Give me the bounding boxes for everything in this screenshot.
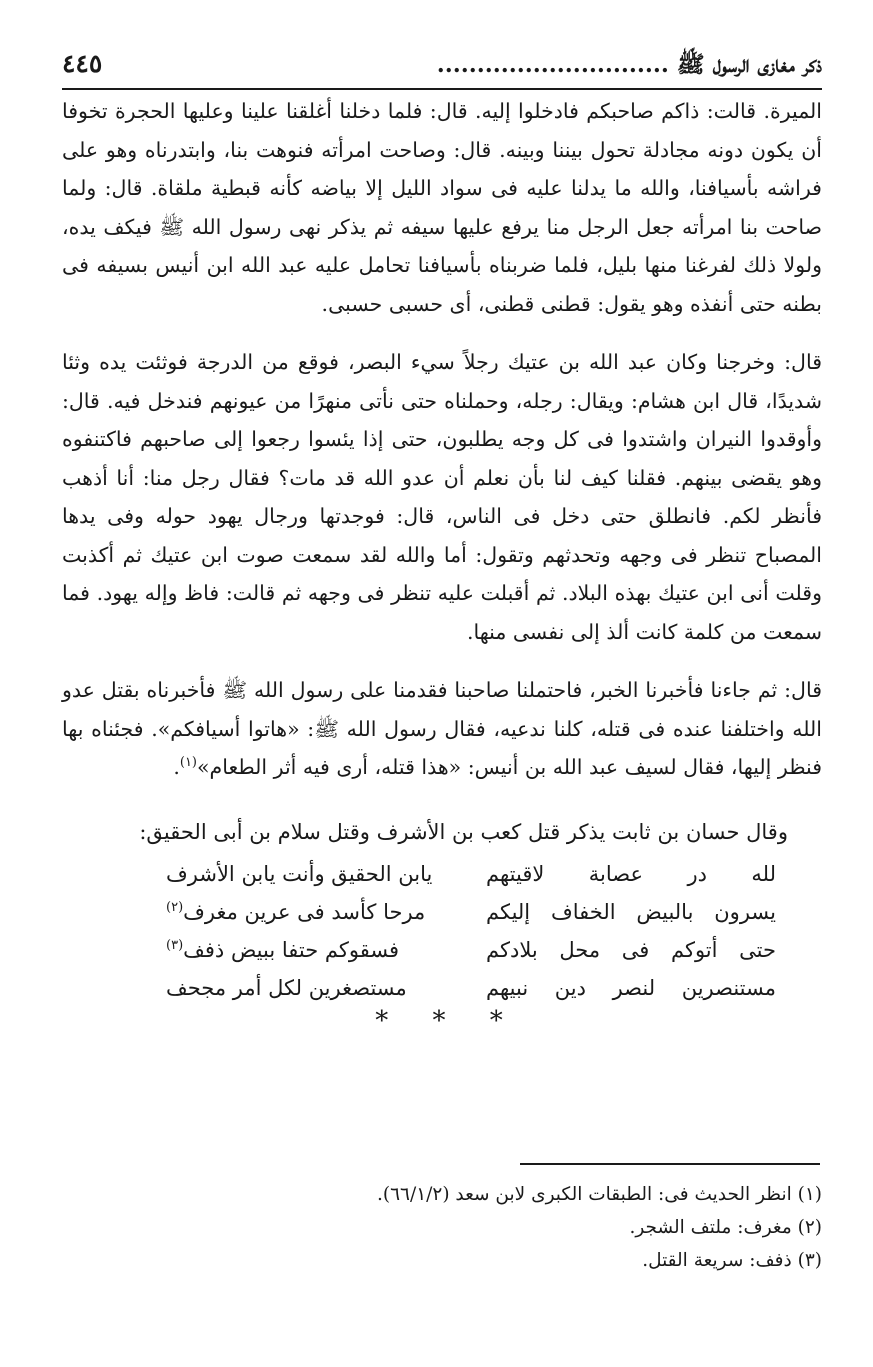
- verse-3-first-hemistich: حتى أتوكم فى محل بلادكم: [486, 937, 776, 962]
- verse-4: [166, 969, 776, 1007]
- verse-3: [166, 931, 776, 969]
- footnote-ref-3: (٣): [166, 937, 184, 953]
- verse-3-second-hemistich: فسقوكم حتفا ببيض ذفف$^{(٣)}$: [166, 937, 400, 962]
- verse-4-second-hemistich: مستصغرين لكل أمر مجحف: [166, 975, 407, 1000]
- poem: [166, 855, 776, 1007]
- footnote-divider: [520, 1163, 820, 1165]
- section-separator: * * *: [375, 1005, 521, 1036]
- paragraph-2: قال: وخرجنا وكان عبد الله بن عتيك رجلاً سيء البصر، فوقع من الدرجة فوثئت يده وثئا شديدًا، قال ابن هشام: ويقال: رجله، وحملناه حتى نأتى منهرًا من عيونهم فندخل فيه. قال: وأوقدوا النيران واشتدوا فى كل وجه يطلبون، حتى إذا يئسوا رجعوا إلى صاحبهم فاكتنفوه وهو يقضى بينهم. فقلنا كيف لنا بأن نعلم أن عدو الله قد مات؟ فقال رجل منا: أنا أذهب فأنظر لكم. فانطلق حتى دخل فى الناس، قال: فوجدتها ورجال يهود حوله وفى يدها المصباح تنظر فى وجهه وتحدثهم وتقول: أما والله لقد سمعت صوت ابن عتيك ثم أكذبت وقلت أنى ابن عتيك بهذه البلاد. ثم أقبلت عليه تنظر فى وجهه ثم قالت: فاظ وإله يهود. فما سمعت من كلمة كانت ألذ إلى نفسى منها.: [62, 350, 822, 644]
- verse-1-first-hemistich: لله در عصابة لاقيتهم: [486, 861, 776, 886]
- footnote-ref-1: (١): [179, 755, 197, 771]
- paragraph-3-end: .: [173, 755, 180, 779]
- footnote-ref-2: (٢): [166, 899, 184, 915]
- verse-1-second-hemistich: يابن الحقيق وأنت يابن الأشرف: [166, 861, 433, 886]
- verse-4-first-hemistich: مستنصرين لنصر دين نبيهم: [486, 975, 776, 1000]
- verse-2-second-hemistich: مرحا كأسد فى عرين مغرف$^{(٢)}$: [166, 899, 426, 924]
- footnote-1: (١) انظر الحديث فى: الطبقات الكبرى لابن سعد (٦٦/١/٢).: [376, 1184, 822, 1205]
- paragraph-1: الميرة. قالت: ذاكم صاحبكم فادخلوا إليه. قال: فلما دخلنا أغلقنا علينا وعليها الحجرة تخوفا أن يكون دونه مجادلة تحول بيننا وبينه. قال: وصاحت امرأته فنوهت بنا، وابتدرناه وهو على فراشه بأسيافنا، والله ما يدلنا عليه فى سواد الليل إلا بياضه كأنه قبطية ملقاة. قال: ولما صاحت بنا امرأته جعل الرجل منا يرفع عليها سيفه ثم يذكر نهى رسول الله ﷺ فيكف يده، ولولا ذلك لفرغنا منها بليل، فلما ضربناه بأسيافنا تحامل عليه عبد الله ابن أنيس بسيفه فى بطنه حتى أنفذه وهو يقول: قطنى قطنى، أى حسبى حسبى.: [62, 99, 822, 316]
- paragraph-3-text: قال: ثم جاءنا فأخبرنا الخبر، فاحتملنا صاحبنا فقدمنا على رسول الله ﷺ فأخبرناه بقتل عدو الله واختلفنا عنده فى قتله، كلنا ندعيه، فقال رسول الله ﷺ: «هاتوا أسيافكم». فجئناه بها فنظر إليها، فقال لسيف عبد الله بن أنيس: «هذا قتله، أرى فيه أثر الطعام»: [62, 678, 822, 779]
- page-number: ٤٤٥: [62, 49, 103, 78]
- book-page: [62, 44, 822, 1035]
- paragraph-3: [62, 671, 822, 787]
- running-header: [62, 44, 822, 90]
- verse-1: [166, 855, 776, 893]
- chapter-title: ذكر مغازى الرسول ﷺ .............................: [436, 51, 822, 78]
- footnotes: [62, 1178, 822, 1277]
- footnote-3: (٣) ذفف: سريعة القتل.: [642, 1250, 822, 1271]
- poem-intro: وقال حسان بن ثابت يذكر قتل كعب بن الأشرف وقتل سلام بن أبى الحقيق:: [139, 819, 788, 844]
- verse-2: [166, 893, 776, 931]
- footnote-2: (٢) مغرف: ملتف الشجر.: [629, 1217, 822, 1238]
- verse-2-first-hemistich: يسرون بالبيض الخفاف إليكم: [486, 899, 776, 924]
